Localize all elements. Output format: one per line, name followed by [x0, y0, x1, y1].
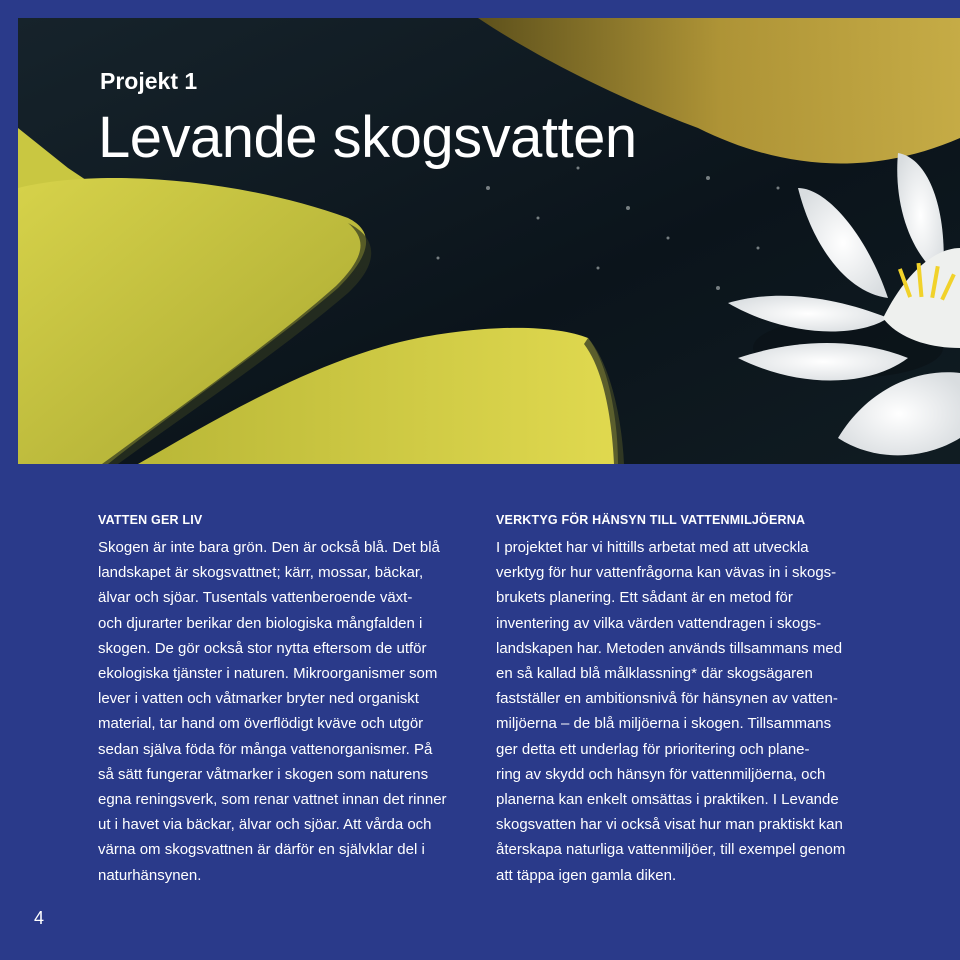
- left-line: skogen. De gör också stor nytta eftersom de utför: [98, 639, 427, 657]
- left-line: egna reningsverk, som renar vattnet innan det rinner: [98, 791, 447, 809]
- page-title: Levande skogsvatten: [98, 105, 637, 170]
- page-number: 4: [34, 908, 45, 928]
- right-line: miljöerna – de blå miljöerna i skogen. Tillsammans: [496, 715, 832, 733]
- left-line: och djurarter berikar den biologiska mångfalden i: [98, 614, 423, 632]
- left-column: [98, 511, 478, 888]
- right-line: ger detta ett underlag för prioritering och plane-: [496, 740, 810, 758]
- left-line: naturhänsynen.: [98, 866, 202, 884]
- left-line: ekologiska tjänster i naturen. Mikroorganismer som: [98, 665, 438, 683]
- left-line: landskapet är skogsvattnet; kärr, mossar, bäckar,: [98, 564, 424, 582]
- left-line: så sätt fungerar våtmarker i skogen som naturens: [98, 765, 429, 783]
- right-line: I projektet har vi hittills arbetat med att utveckla: [496, 539, 809, 556]
- right-line: återskapa naturliga vattenmiljöer, till exempel genom: [496, 841, 846, 859]
- left-line: sedan själva föda för många vattenorganismer. På: [98, 740, 433, 758]
- right-line: landskapen har. Metoden används tillsammans med: [496, 639, 843, 657]
- right-line: planerna kan enkelt omsättas i praktiken. I Levande: [496, 791, 839, 809]
- left-line: ut i havet via bäckar, älvar och sjöar. Att vårda och: [98, 816, 432, 834]
- right-line: fastställer en ambitionsnivå för hänsynen av vatten-: [496, 690, 838, 708]
- right-line: inventering av vilka värden vattendragen i skogs-: [496, 614, 822, 632]
- right-line: ring av skydd och hänsyn för vattenmiljöerna, och: [496, 765, 826, 783]
- left-line: lever i vatten och våtmarker bryter ned organiskt: [98, 690, 419, 708]
- left-heading: VATTEN GER LIV: [98, 513, 203, 527]
- left-line: material, tar hand om överflödigt kväve och utgör: [98, 715, 424, 733]
- right-line: skogsvatten har vi också visat hur man praktiskt kan: [496, 816, 843, 834]
- right-line: att täppa igen gamla diken.: [496, 866, 677, 884]
- left-line: värna om skogsvattnen är därför en självklar del i: [98, 841, 425, 859]
- right-column: [496, 511, 886, 888]
- left-line: Skogen är inte bara grön. Den är också blå. Det blå: [98, 539, 440, 556]
- right-heading: VERKTYG FÖR HÄNSYN TILL VATTENMILJÖERNA: [496, 513, 806, 527]
- right-line: brukets planering. Ett sådant är en metod för: [496, 589, 793, 607]
- left-line: älvar och sjöar. Tusentals vattenberoende växt-: [98, 589, 413, 607]
- right-line: verktyg för hur vattenfrågorna kan vävas in i skogs-: [496, 564, 837, 582]
- right-line: en så kallad blå målklassning* där skogsägaren: [496, 665, 813, 683]
- project-label: Projekt 1: [100, 68, 198, 94]
